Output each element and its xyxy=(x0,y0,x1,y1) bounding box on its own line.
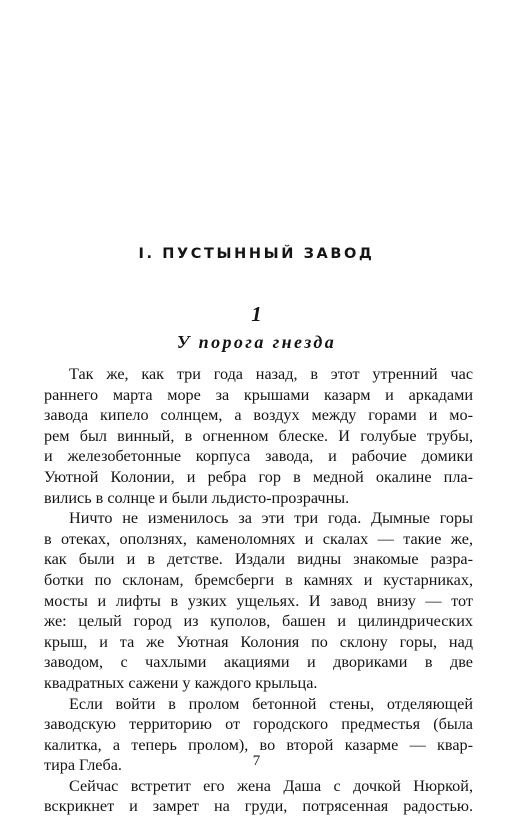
text-line: калитка, а теперь пролом), во второй казарме — квар- xyxy=(44,735,473,754)
text-line: тира Глеба. xyxy=(44,756,122,775)
text-line: Сейчас встретит его жена Даша с дочкой Нюркой, xyxy=(69,776,473,795)
text-line: завода кипело солнцем, а воздух между горами и мо- xyxy=(44,406,473,425)
text-line: в отеках, оползнях, каменоломнях и скалах — такие же, xyxy=(44,529,473,548)
text-line: заводскую территорию от городского предместья (была xyxy=(44,715,473,734)
text-line: Так же, как три года назад, в этот утренний час xyxy=(69,365,473,383)
chapter-number: 1 xyxy=(251,302,262,326)
text-line: крыш, и та же Уютная Колония по склону горы, над xyxy=(44,632,473,651)
text-line: Уютной Колонии, и ребра гор в медной окалине пла- xyxy=(44,467,473,486)
text-line: рем был винный, в огненном блеске. И голубые трубы, xyxy=(44,426,473,445)
body-text xyxy=(44,364,473,817)
text-line: же: целый город из куполов, башен и цилиндрических xyxy=(44,612,473,631)
text-line: мосты и лифты в узких ущельях. И завод внизу — тот xyxy=(44,591,473,610)
text-line: раннего марта море за крышами казарм и аркадами xyxy=(44,385,473,404)
text-line: ботки по склонам, бремсберги в камнях и кустарниках, xyxy=(44,570,473,589)
chapter-title: У порога гнезда xyxy=(176,332,337,352)
text-line: вились в солнце и были льдисто-прозрачны. xyxy=(44,488,350,507)
text-line: вскрикнет и замрет на груди, потрясенная радостью. xyxy=(44,797,473,816)
text-line: Если войти в пролом бетонной стены, отделяющей xyxy=(69,694,473,713)
text-line: как были и в детстве. Издали видны знакомые разра- xyxy=(44,550,473,569)
page-number: 7 xyxy=(252,753,261,769)
text-line: и железобетонные корпуса завода, и рабочие домики xyxy=(44,447,473,466)
text-line: Ничто не изменилось за эти три года. Дымные горы xyxy=(69,509,473,528)
text-line: квадратных сажени у каждого крыльца. xyxy=(44,673,318,692)
part-title: I. ПУСТЫННЫЙ ЗАВОД xyxy=(138,246,375,262)
text-line: заводом, с чахлыми акациями и двориками в две xyxy=(44,653,473,672)
